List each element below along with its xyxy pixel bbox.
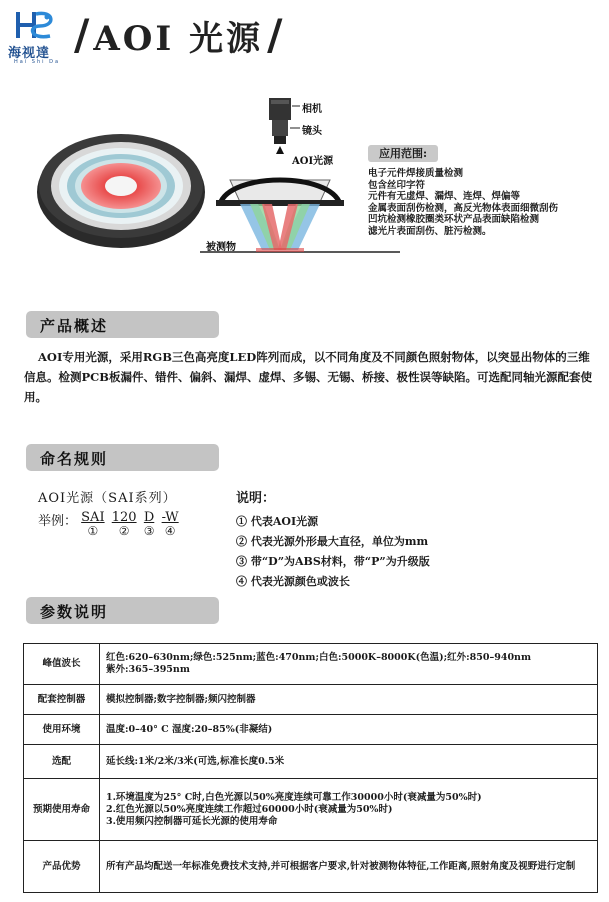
table-row [24, 685, 598, 715]
naming-series: AOI光源（SAI系列） [38, 491, 177, 506]
param-key: 配套控制器 [24, 685, 100, 715]
applications-title: 应用范围: [368, 145, 438, 162]
param-line: 所有产品均配送一年标准免费技术支持,并可根据客户要求,针对被测物体特征,工作距离,照射角度及视野进行定制 [106, 860, 576, 872]
params-table [23, 643, 598, 893]
table-row [24, 841, 598, 893]
object-label: 被测物 [206, 242, 236, 253]
naming-part [112, 510, 137, 538]
param-value [100, 779, 598, 841]
table-row [24, 745, 598, 779]
table-row [24, 715, 598, 745]
table-row [24, 779, 598, 841]
param-line: 紫外:365–395nm [106, 664, 190, 675]
logo-en-text: Hai Shi Da [14, 59, 61, 65]
application-item: 凹坑检测橡胶圈类环状产品表面缺陷检测 [368, 214, 540, 225]
explain-list [236, 512, 430, 592]
title-slash-right: / [267, 10, 283, 59]
param-value [100, 644, 598, 685]
company-logo [8, 8, 68, 64]
naming-part [144, 510, 155, 538]
application-item: 包含丝印字符 [368, 179, 426, 191]
naming-part-mark: ② [118, 524, 130, 538]
explain-item: ③ 带“D”为ABS材料，带“P”为升级版 [236, 555, 430, 568]
naming-section-header [26, 444, 219, 471]
camera-label: 相机 [302, 104, 322, 115]
explain-item: ② 代表光源外形最大直径，单位为mm [236, 535, 429, 548]
example-label: 举例： [38, 514, 78, 529]
naming-part [81, 510, 104, 538]
application-item: 金属表面刮伤检测，高反光物体表面细微刮伤 [368, 202, 559, 214]
overview-title: 产品概述 [40, 317, 109, 335]
param-key: 预期使用寿命 [24, 779, 100, 841]
aoi-light-photo [36, 118, 206, 250]
param-key: 产品优势 [24, 841, 100, 893]
param-line: 3.使用频闪控制器可延长光源的使用寿命 [106, 815, 278, 827]
param-line: 模拟控制器;数字控制器;频闪控制器 [106, 693, 256, 705]
page-header [74, 10, 282, 60]
overview-section-header [26, 311, 219, 338]
explain-item: ① 代表AOI光源 [236, 515, 319, 528]
param-value [100, 841, 598, 893]
param-line: 1.环境温度为25° C时,白色光源以50%亮度连续可靠工作30000小时(衰减量为50%时) [106, 791, 482, 803]
param-line: 2.红色光源以50%亮度连续工作超过60000小时(衰减量为50%时) [106, 803, 393, 815]
page-title: AOI 光源 [93, 18, 264, 59]
naming-part-mark: ④ [164, 524, 176, 538]
explain-item: ④ 代表光源颜色或波长 [236, 575, 350, 588]
logo-cn-text: 海视達 [8, 46, 51, 61]
aoi-light-label: AOI光源 [292, 156, 334, 167]
title-slash-left: / [74, 10, 90, 59]
param-value [100, 745, 598, 779]
naming-part-code: SAI [81, 510, 105, 525]
application-item: 元件有无虚焊、漏焊、连焊、焊偏等 [368, 191, 521, 202]
naming-part-mark: ③ [143, 524, 155, 538]
param-value [100, 715, 598, 745]
naming-part-code: -W [161, 510, 179, 525]
applications-list [368, 168, 604, 237]
param-key: 选配 [24, 745, 100, 779]
naming-example [38, 510, 182, 539]
table-row [24, 644, 598, 685]
naming-part-code: 120 [111, 510, 137, 525]
explain-title: 说明： [236, 491, 276, 506]
param-line: 延长线:1米/2米/3米(可选,标准长度0.5米 [106, 755, 285, 767]
naming-title: 命名规则 [40, 450, 109, 468]
param-key: 使用环境 [24, 715, 100, 745]
lens-label: 镜头 [302, 126, 322, 137]
params-title: 参数说明 [40, 603, 109, 621]
naming-part [162, 510, 179, 538]
application-item: 电子元件焊接质量检测 [368, 168, 464, 179]
naming-part-mark: ① [87, 524, 99, 538]
param-line: 红色:620–630nm;绿色:525nm;蓝色:470nm;白色:5000K–8000K(色温);红外:850–940nm [106, 652, 532, 663]
param-key: 峰值波长 [24, 644, 100, 685]
params-section-header [26, 597, 219, 624]
overview-text: AOI专用光源，采用RGB三色高亮度LED阵列而成，以不同角度及不同颜色照射物体，以突显出物体的三维信息。检测PCB板漏件、错件、偏斜、漏焊、虚焊、多锡、无锡、桥接、极性误等缺陷。可选配同轴光源配套使用。 [24, 350, 593, 404]
naming-part-code: D [143, 510, 155, 525]
param-line: 温度:0–40° C 湿度:20–85%(非凝结) [106, 723, 273, 735]
application-item: 滤光片表面刮伤、脏污检测。 [368, 225, 492, 237]
hsd-logo-mark-icon [14, 8, 56, 42]
param-value [100, 685, 598, 715]
